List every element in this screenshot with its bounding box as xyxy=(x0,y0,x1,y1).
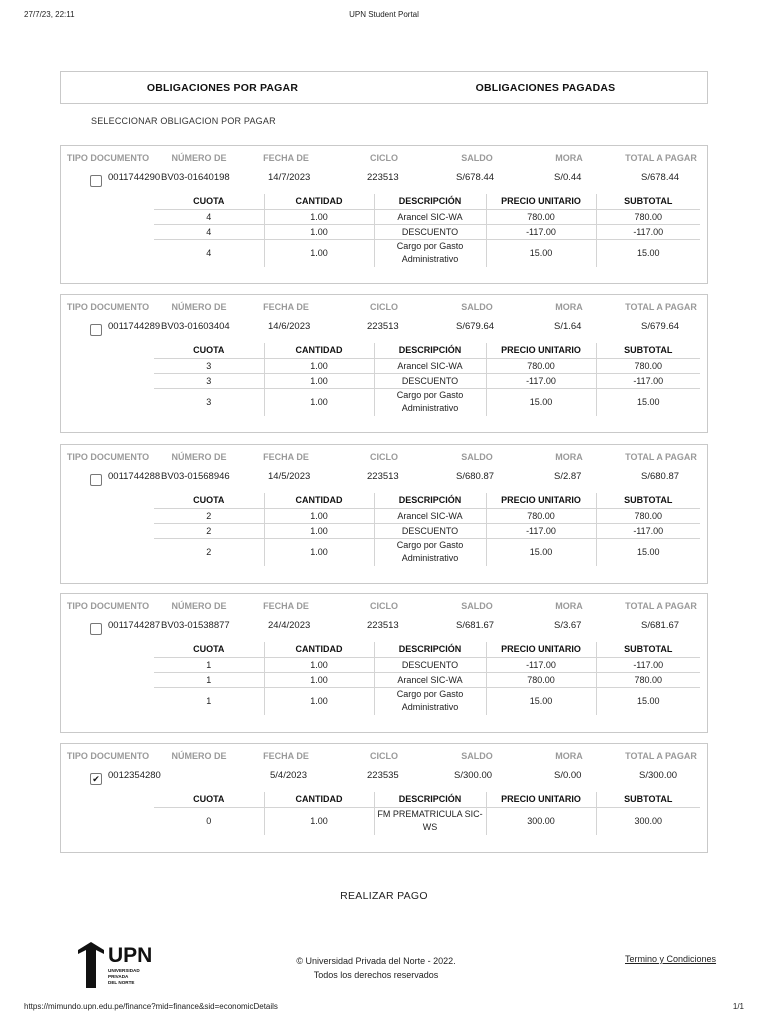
detail-descripcion: DESCUENTO xyxy=(374,373,486,388)
detail-cuota: 1 xyxy=(154,672,264,687)
obligation-row[interactable] xyxy=(61,168,707,188)
obligation-total: S/680.87 xyxy=(641,471,680,482)
detail-precio: 15.00 xyxy=(486,239,596,267)
obligation-card xyxy=(60,743,708,853)
detail-precio: 15.00 xyxy=(486,388,596,416)
detail-header-subtotal: SUBTOTAL xyxy=(596,343,700,358)
detail-cantidad: 1.00 xyxy=(264,657,374,672)
upn-logo-mark xyxy=(78,942,104,988)
obligation-total: S/678.44 xyxy=(641,172,680,183)
obligation-detail-table xyxy=(154,194,700,267)
detail-descripcion: FM PREMATRICULA SIC-WS xyxy=(374,807,486,835)
detail-header-row xyxy=(154,792,700,807)
detail-header-row xyxy=(154,343,700,358)
detail-header-precio: PRECIO UNITARIO xyxy=(486,493,596,508)
obligation-ciclo: 223513 xyxy=(367,471,399,482)
detail-row xyxy=(154,224,700,239)
check-icon: ✔ xyxy=(92,774,100,784)
detail-cuota: 2 xyxy=(154,523,264,538)
detail-header-precio: PRECIO UNITARIO xyxy=(486,343,596,358)
detail-precio: 780.00 xyxy=(486,358,596,373)
print-footer xyxy=(24,1002,744,1011)
obligation-mora: S/2.87 xyxy=(554,471,582,482)
detail-cantidad: 1.00 xyxy=(264,209,374,224)
detail-precio: 15.00 xyxy=(486,687,596,715)
detail-descripcion: Arancel SIC-WA xyxy=(374,209,486,224)
obligation-saldo: S/680.87 xyxy=(456,471,495,482)
detail-cantidad: 1.00 xyxy=(264,687,374,715)
detail-precio: -117.00 xyxy=(486,523,596,538)
detail-header-cantidad: CANTIDAD xyxy=(264,792,374,807)
detail-row xyxy=(154,538,700,566)
upn-logo xyxy=(77,940,159,990)
obligation-header-row xyxy=(61,594,707,614)
detail-header-cuota: CUOTA xyxy=(154,493,264,508)
detail-precio: 15.00 xyxy=(486,538,596,566)
header-numero: NÚMERO DE xyxy=(171,153,227,163)
header-saldo: SALDO xyxy=(461,601,493,611)
header-ciclo: CICLO xyxy=(370,153,398,163)
detail-descripcion: DESCUENTO xyxy=(374,657,486,672)
detail-cuota: 3 xyxy=(154,388,264,416)
detail-cuota: 4 xyxy=(154,239,264,267)
detail-descripcion: Arancel SIC-WA xyxy=(374,508,486,523)
header-tipo: TIPO DOCUMENTO xyxy=(66,751,150,761)
obligation-fecha: 14/5/2023 xyxy=(268,471,311,482)
obligation-saldo: S/681.67 xyxy=(456,620,495,631)
detail-header-descripcion: DESCRIPCIÓN xyxy=(374,642,486,657)
obligation-card xyxy=(60,294,708,433)
header-total: TOTAL A PAGAR xyxy=(625,153,697,163)
detail-cuota: 0 xyxy=(154,807,264,835)
detail-header-cuota: CUOTA xyxy=(154,792,264,807)
obligation-header-row xyxy=(61,445,707,465)
tab-pending[interactable]: OBLIGACIONES POR PAGAR xyxy=(146,81,299,94)
detail-header-subtotal: SUBTOTAL xyxy=(596,642,700,657)
detail-header-precio: PRECIO UNITARIO xyxy=(486,642,596,657)
header-mora: MORA xyxy=(555,302,583,312)
detail-header-descripcion: DESCRIPCIÓN xyxy=(374,792,486,807)
detail-header-cuota: CUOTA xyxy=(154,194,264,209)
select-obligation-label: SELECCIONAR OBLIGACION POR PAGAR xyxy=(91,116,276,126)
obligation-row[interactable] xyxy=(61,616,707,636)
detail-header-cantidad: CANTIDAD xyxy=(264,493,374,508)
detail-subtotal: 300.00 xyxy=(596,807,700,835)
obligation-tipo: 0011744289 xyxy=(108,321,161,332)
detail-header-subtotal: SUBTOTAL xyxy=(596,493,700,508)
detail-cuota: 1 xyxy=(154,657,264,672)
detail-header-precio: PRECIO UNITARIO xyxy=(486,194,596,209)
detail-subtotal: 780.00 xyxy=(596,358,700,373)
print-page-number: 1/1 xyxy=(732,1002,744,1011)
detail-precio: -117.00 xyxy=(486,657,596,672)
obligation-tabs xyxy=(60,71,708,104)
detail-cantidad: 1.00 xyxy=(264,373,374,388)
detail-cuota: 2 xyxy=(154,508,264,523)
detail-descripcion: Arancel SIC-WA xyxy=(374,358,486,373)
obligation-fecha: 24/4/2023 xyxy=(268,620,311,631)
detail-precio: 780.00 xyxy=(486,672,596,687)
obligation-card xyxy=(60,444,708,584)
obligation-ciclo: 223513 xyxy=(367,321,399,332)
select-obligation-checkbox[interactable] xyxy=(90,773,102,785)
header-total: TOTAL A PAGAR xyxy=(625,601,697,611)
header-saldo: SALDO xyxy=(461,751,493,761)
detail-cantidad: 1.00 xyxy=(264,508,374,523)
header-numero: NÚMERO DE xyxy=(171,601,227,611)
header-numero: NÚMERO DE xyxy=(171,302,227,312)
detail-cuota: 4 xyxy=(154,224,264,239)
obligation-header-row xyxy=(61,744,707,764)
obligation-mora: S/3.67 xyxy=(554,620,582,631)
detail-row xyxy=(154,672,700,687)
detail-subtotal: 15.00 xyxy=(596,538,700,566)
select-obligation-checkbox[interactable] xyxy=(90,175,102,187)
obligation-saldo: S/300.00 xyxy=(454,770,493,781)
detail-cantidad: 1.00 xyxy=(264,807,374,835)
detail-header-precio: PRECIO UNITARIO xyxy=(486,792,596,807)
rights-text: Todos los derechos reservados xyxy=(313,970,439,980)
detail-row xyxy=(154,523,700,538)
select-obligation-checkbox[interactable] xyxy=(90,474,102,486)
obligation-saldo: S/678.44 xyxy=(456,172,495,183)
detail-header-descripcion: DESCRIPCIÓN xyxy=(374,343,486,358)
detail-subtotal: 780.00 xyxy=(596,672,700,687)
detail-subtotal: 15.00 xyxy=(596,687,700,715)
obligation-numero: BV03-01640198 xyxy=(161,172,230,183)
obligation-header-row xyxy=(61,295,707,315)
footer-copyright xyxy=(270,954,482,982)
detail-descripcion: Cargo por Gasto Administrativo xyxy=(374,687,486,715)
detail-row xyxy=(154,687,700,715)
pay-button[interactable]: REALIZAR PAGO xyxy=(340,890,428,902)
detail-row xyxy=(154,657,700,672)
detail-row xyxy=(154,388,700,416)
upn-logo-wordmark: UPN xyxy=(108,944,153,967)
obligation-detail-table xyxy=(154,343,700,416)
obligation-detail-table xyxy=(154,792,700,835)
detail-cuota: 4 xyxy=(154,209,264,224)
detail-descripcion: DESCUENTO xyxy=(374,224,486,239)
header-fecha: FECHA DE xyxy=(263,302,309,312)
header-total: TOTAL A PAGAR xyxy=(625,751,697,761)
obligation-header-row xyxy=(61,146,707,166)
header-ciclo: CICLO xyxy=(370,751,398,761)
obligation-ciclo: 223513 xyxy=(367,172,399,183)
header-tipo: TIPO DOCUMENTO xyxy=(66,153,150,163)
detail-subtotal: -117.00 xyxy=(596,523,700,538)
detail-cantidad: 1.00 xyxy=(264,388,374,416)
detail-precio: 780.00 xyxy=(486,508,596,523)
detail-cantidad: 1.00 xyxy=(264,358,374,373)
detail-descripcion: DESCUENTO xyxy=(374,523,486,538)
obligation-mora: S/1.64 xyxy=(554,321,582,332)
header-saldo: SALDO xyxy=(461,452,493,462)
detail-subtotal: 780.00 xyxy=(596,508,700,523)
obligation-tipo: 0011744290 xyxy=(108,172,161,183)
detail-header-descripcion: DESCRIPCIÓN xyxy=(374,194,486,209)
detail-cantidad: 1.00 xyxy=(264,538,374,566)
detail-cantidad: 1.00 xyxy=(264,224,374,239)
header-saldo: SALDO xyxy=(461,302,493,312)
obligation-detail-table xyxy=(154,642,700,715)
obligation-tipo: 0011744288 xyxy=(108,471,161,482)
detail-header-row xyxy=(154,493,700,508)
obligation-row[interactable] xyxy=(61,317,707,337)
detail-subtotal: -117.00 xyxy=(596,224,700,239)
detail-header-descripcion: DESCRIPCIÓN xyxy=(374,493,486,508)
header-ciclo: CICLO xyxy=(370,601,398,611)
upn-logo-subtext-3: DEL NORTE xyxy=(108,980,135,985)
obligation-mora: S/0.44 xyxy=(554,172,582,183)
obligation-fecha: 14/7/2023 xyxy=(268,172,311,183)
header-mora: MORA xyxy=(555,452,583,462)
detail-header-cantidad: CANTIDAD xyxy=(264,194,374,209)
detail-cantidad: 1.00 xyxy=(264,523,374,538)
obligation-total: S/679.64 xyxy=(641,321,680,332)
detail-precio: -117.00 xyxy=(486,224,596,239)
copyright-text: © Universidad Privada del Norte - 2022. xyxy=(296,956,456,966)
detail-cuota: 2 xyxy=(154,538,264,566)
header-numero: NÚMERO DE xyxy=(171,751,227,761)
detail-header-cuota: CUOTA xyxy=(154,343,264,358)
obligation-detail-table xyxy=(154,493,700,566)
header-ciclo: CICLO xyxy=(370,302,398,312)
detail-precio: 780.00 xyxy=(486,209,596,224)
header-tipo: TIPO DOCUMENTO xyxy=(66,601,150,611)
obligation-ciclo: 223513 xyxy=(367,620,399,631)
obligation-numero: BV03-01603404 xyxy=(161,321,230,332)
detail-row xyxy=(154,358,700,373)
obligation-fecha: 5/4/2023 xyxy=(270,770,307,781)
detail-subtotal: -117.00 xyxy=(596,657,700,672)
detail-cuota: 3 xyxy=(154,358,264,373)
detail-row xyxy=(154,807,700,835)
header-mora: MORA xyxy=(555,751,583,761)
select-obligation-checkbox[interactable] xyxy=(90,623,102,635)
terms-link[interactable]: Termino y Condiciones xyxy=(625,954,717,964)
detail-header-cantidad: CANTIDAD xyxy=(264,343,374,358)
obligation-mora: S/0.00 xyxy=(554,770,582,781)
header-ciclo: CICLO xyxy=(370,452,398,462)
header-saldo: SALDO xyxy=(461,153,493,163)
obligation-numero: BV03-01538877 xyxy=(161,620,230,631)
obligation-total: S/300.00 xyxy=(639,770,678,781)
detail-precio: -117.00 xyxy=(486,373,596,388)
print-date: 27/7/23, 22:11 xyxy=(24,10,75,19)
detail-descripcion: Cargo por Gasto Administrativo xyxy=(374,538,486,566)
detail-row xyxy=(154,508,700,523)
obligation-numero: BV03-01568946 xyxy=(161,471,230,482)
header-fecha: FECHA DE xyxy=(263,601,309,611)
header-fecha: FECHA DE xyxy=(263,452,309,462)
obligation-saldo: S/679.64 xyxy=(456,321,495,332)
upn-logo-subtext-2: PRIVADA xyxy=(108,974,129,979)
print-title: UPN Student Portal xyxy=(349,10,419,19)
detail-descripcion: Arancel SIC-WA xyxy=(374,672,486,687)
detail-header-subtotal: SUBTOTAL xyxy=(596,194,700,209)
detail-descripcion: Cargo por Gasto Administrativo xyxy=(374,239,486,267)
detail-header-cuota: CUOTA xyxy=(154,642,264,657)
header-tipo: TIPO DOCUMENTO xyxy=(66,452,150,462)
header-fecha: FECHA DE xyxy=(263,751,309,761)
detail-row xyxy=(154,239,700,267)
detail-subtotal: -117.00 xyxy=(596,373,700,388)
obligation-tipo: 0011744287 xyxy=(108,620,161,631)
detail-cantidad: 1.00 xyxy=(264,239,374,267)
detail-header-cantidad: CANTIDAD xyxy=(264,642,374,657)
detail-row xyxy=(154,373,700,388)
detail-subtotal: 780.00 xyxy=(596,209,700,224)
detail-subtotal: 15.00 xyxy=(596,239,700,267)
header-total: TOTAL A PAGAR xyxy=(625,302,697,312)
obligation-card xyxy=(60,145,708,284)
obligation-card xyxy=(60,593,708,733)
header-tipo: TIPO DOCUMENTO xyxy=(66,302,150,312)
detail-header-subtotal: SUBTOTAL xyxy=(596,792,700,807)
header-total: TOTAL A PAGAR xyxy=(625,452,697,462)
print-url: https://mimundo.upn.edu.pe/finance?mid=finance&sid=economicDetails xyxy=(24,1002,278,1011)
select-obligation-checkbox[interactable] xyxy=(90,324,102,336)
obligation-tipo: 0012354280 xyxy=(108,770,161,781)
tab-paid[interactable]: OBLIGACIONES PAGADAS xyxy=(475,81,616,94)
obligation-row[interactable] xyxy=(61,467,707,487)
obligation-row[interactable] xyxy=(61,766,707,786)
detail-cantidad: 1.00 xyxy=(264,672,374,687)
detail-subtotal: 15.00 xyxy=(596,388,700,416)
obligation-total: S/681.67 xyxy=(641,620,680,631)
detail-precio: 300.00 xyxy=(486,807,596,835)
detail-row xyxy=(154,209,700,224)
obligation-ciclo: 223535 xyxy=(367,770,399,781)
header-mora: MORA xyxy=(555,153,583,163)
header-numero: NÚMERO DE xyxy=(171,452,227,462)
detail-header-row xyxy=(154,194,700,209)
obligation-fecha: 14/6/2023 xyxy=(268,321,311,332)
header-fecha: FECHA DE xyxy=(263,153,309,163)
detail-descripcion: Cargo por Gasto Administrativo xyxy=(374,388,486,416)
print-header xyxy=(24,10,744,22)
detail-header-row xyxy=(154,642,700,657)
detail-cuota: 1 xyxy=(154,687,264,715)
detail-cuota: 3 xyxy=(154,373,264,388)
upn-logo-subtext: UNIVERSIDAD xyxy=(108,968,140,973)
header-mora: MORA xyxy=(555,601,583,611)
